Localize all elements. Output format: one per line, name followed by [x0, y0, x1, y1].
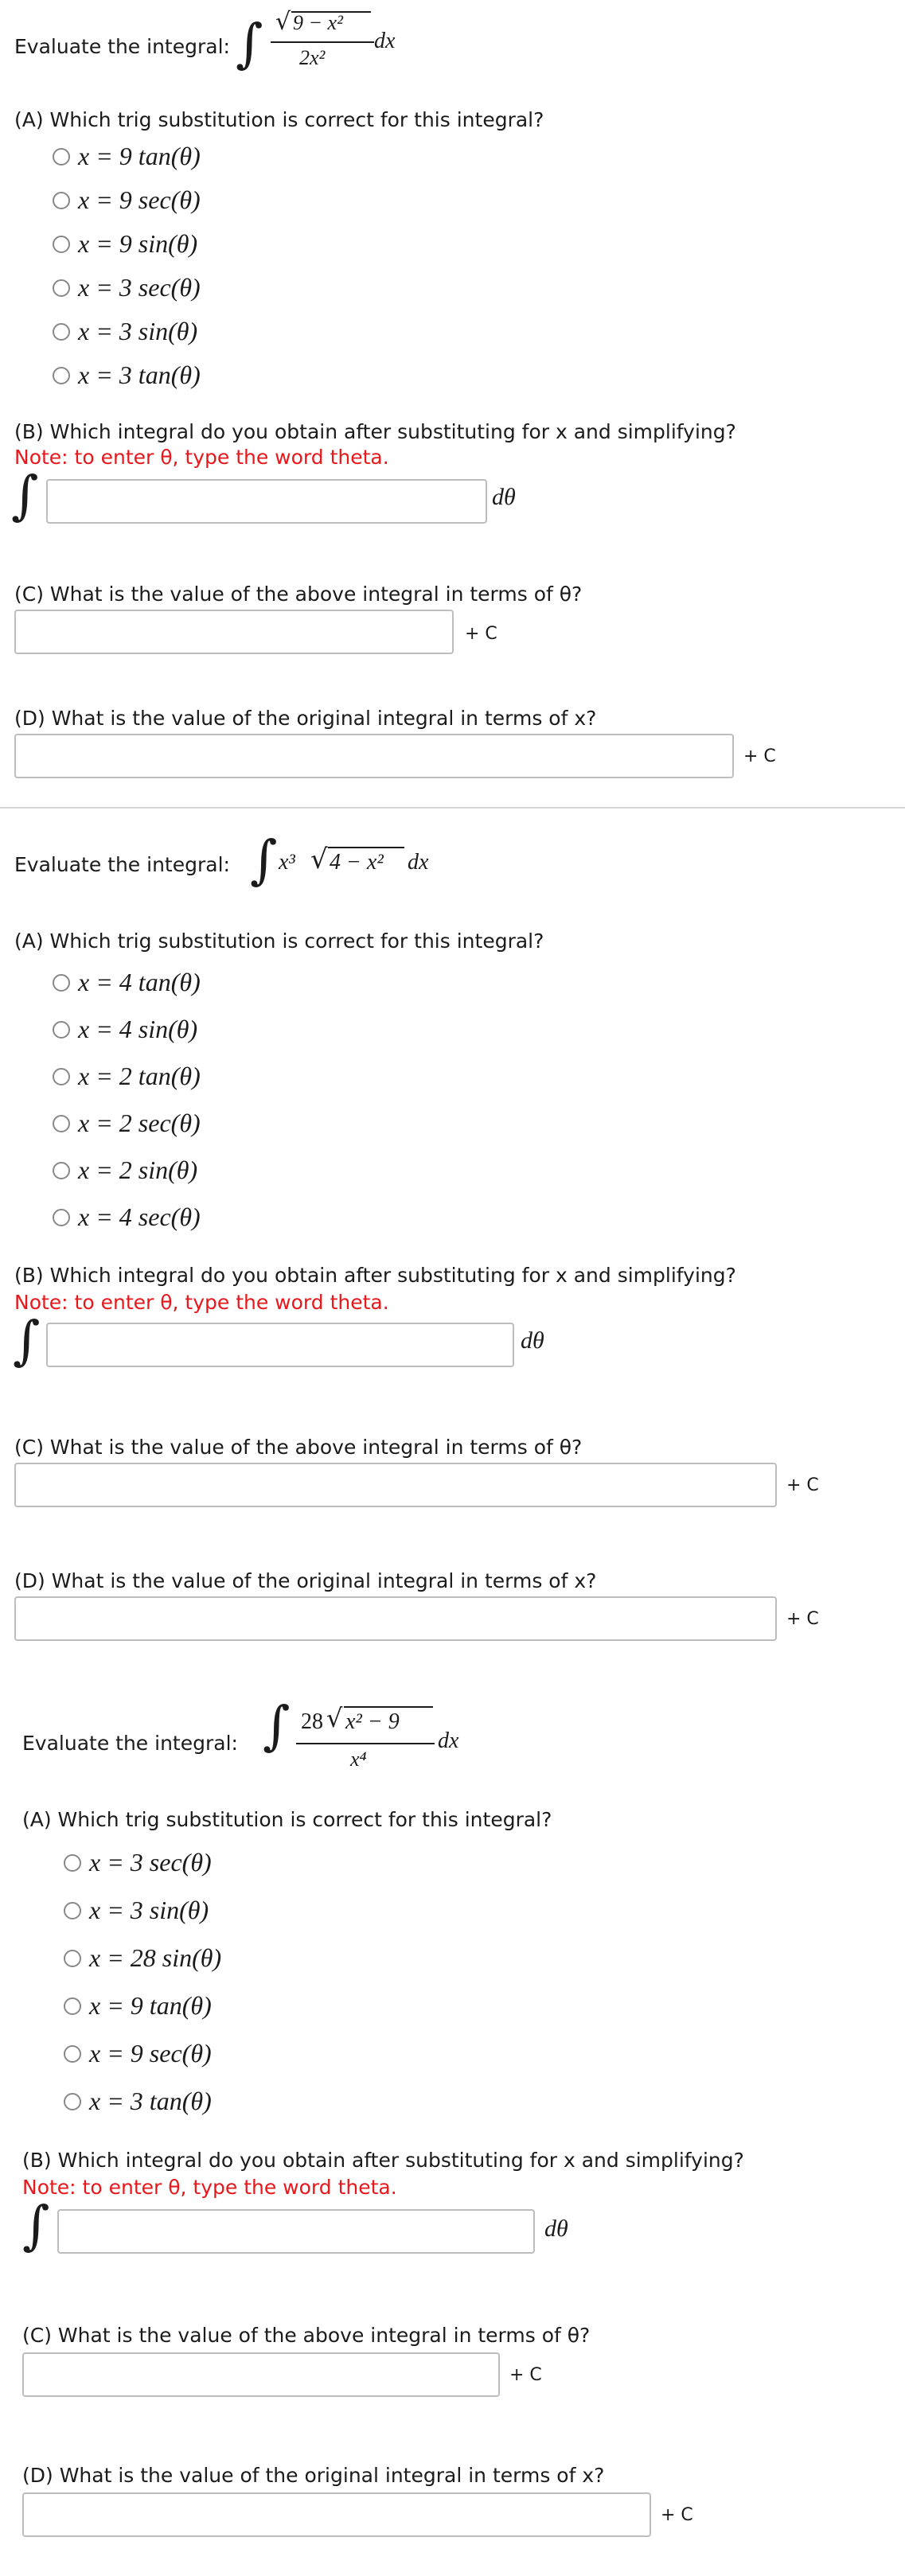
radio-button[interactable] — [53, 367, 70, 384]
answer-d-input[interactable] — [14, 1596, 777, 1641]
radio-button[interactable] — [64, 2045, 81, 2063]
option[interactable]: x = 3 sec(θ) — [53, 273, 201, 302]
radical-sign: √ — [275, 8, 291, 36]
divider — [0, 807, 905, 809]
answer-b-input[interactable] — [57, 2209, 535, 2254]
answer-c-input[interactable] — [22, 2352, 500, 2397]
answer-d-input[interactable] — [14, 734, 734, 778]
integrand-factor: x³ — [279, 850, 295, 875]
plus-c: + C — [786, 1475, 819, 1495]
question-b: (B) Which integral do you obtain after substituting for x and simplifying? — [14, 1264, 736, 1287]
option[interactable]: x = 3 tan(θ) — [53, 360, 201, 390]
option[interactable]: x = 2 sin(θ) — [53, 1155, 197, 1185]
radicand: x² − 9 — [345, 1709, 400, 1734]
plus-c: + C — [465, 624, 497, 644]
option[interactable]: x = 9 tan(θ) — [64, 1991, 212, 2021]
integral-sign: ∫ — [13, 1310, 41, 1371]
radio-button[interactable] — [64, 1854, 81, 1872]
option[interactable]: x = 4 sin(θ) — [53, 1015, 197, 1044]
question-c: (C) What is the value of the above integral in terms of θ? — [14, 1436, 583, 1459]
fraction-bar — [271, 41, 374, 43]
radio-button[interactable] — [53, 1162, 70, 1179]
evaluate-label: Evaluate the integral: — [14, 35, 230, 58]
dx: dx — [374, 29, 396, 53]
option[interactable]: x = 2 tan(θ) — [53, 1062, 201, 1091]
radical-overline — [344, 1706, 433, 1708]
question-a: (A) Which trig substitution is correct for this integral? — [14, 929, 544, 953]
evaluate-label: Evaluate the integral: — [14, 853, 230, 876]
radio-button[interactable] — [64, 1950, 81, 1967]
radio-button[interactable] — [64, 1997, 81, 2015]
dx: dx — [438, 1728, 459, 1753]
answer-b-input[interactable] — [46, 479, 487, 524]
radio-button[interactable] — [53, 1115, 70, 1132]
radical-overline — [328, 847, 404, 848]
option[interactable]: x = 28 sin(θ) — [64, 1943, 221, 1973]
radicand: 4 − x² — [330, 850, 384, 875]
integral-sign: ∫ — [250, 829, 278, 890]
question-d: (D) What is the value of the original integral in terms of x? — [22, 2464, 605, 2487]
note-theta: Note: to enter θ, type the word theta. — [14, 1291, 389, 1314]
question-c: (C) What is the value of the above integral in terms of θ? — [14, 583, 583, 606]
option[interactable]: x = 9 sin(θ) — [53, 229, 197, 259]
question-d: (D) What is the value of the original integral in terms of x? — [14, 707, 597, 730]
radio-button[interactable] — [64, 1902, 81, 1919]
radio-button[interactable] — [53, 279, 70, 297]
note-theta: Note: to enter θ, type the word theta. — [22, 2176, 397, 2199]
radio-button[interactable] — [53, 148, 70, 166]
option[interactable]: x = 4 tan(θ) — [53, 968, 201, 997]
question-a: (A) Which trig substitution is correct for this integral? — [22, 1808, 552, 1831]
option[interactable]: x = 9 tan(θ) — [53, 142, 201, 171]
radio-button[interactable] — [53, 236, 70, 253]
option[interactable]: x = 3 sin(θ) — [64, 1896, 209, 1925]
fraction-bar — [296, 1743, 435, 1744]
evaluate-label: Evaluate the integral: — [22, 1732, 238, 1755]
radical-sign: √ — [310, 844, 328, 875]
denominator: x⁴ — [350, 1748, 367, 1771]
integral-sign: ∫ — [236, 13, 263, 74]
coefficient: 28 — [301, 1709, 323, 1734]
radio-button[interactable] — [53, 974, 70, 992]
integral-sign: ∫ — [22, 2195, 50, 2256]
radio-button[interactable] — [64, 2093, 81, 2110]
radio-button[interactable] — [53, 323, 70, 341]
radio-button[interactable] — [53, 1021, 70, 1039]
dtheta-label: dθ — [492, 484, 516, 510]
option[interactable]: x = 9 sec(θ) — [53, 185, 201, 215]
option[interactable]: x = 3 sec(θ) — [64, 1848, 212, 1877]
answer-b-input[interactable] — [46, 1323, 514, 1367]
radio-button[interactable] — [53, 1068, 70, 1085]
note-theta: Note: to enter θ, type the word theta. — [14, 446, 389, 469]
integral-sign: ∫ — [263, 1695, 291, 1756]
question-b: (B) Which integral do you obtain after substituting for x and simplifying? — [22, 2149, 744, 2172]
plus-c: + C — [786, 1609, 819, 1629]
dtheta-label: dθ — [521, 1327, 544, 1354]
radio-button[interactable] — [53, 1209, 70, 1226]
option[interactable]: x = 3 tan(θ) — [64, 2087, 212, 2116]
question-b: (B) Which integral do you obtain after substituting for x and simplifying? — [14, 420, 736, 443]
question-d: (D) What is the value of the original integral in terms of x? — [14, 1569, 597, 1592]
integral-sign: ∫ — [11, 465, 39, 526]
question-c: (C) What is the value of the above integral in terms of θ? — [22, 2324, 591, 2347]
dtheta-label: dθ — [544, 2216, 568, 2242]
option[interactable]: x = 3 sin(θ) — [53, 317, 197, 346]
plus-c: + C — [661, 2505, 693, 2525]
denominator: 2x² — [299, 46, 326, 69]
answer-d-input[interactable] — [22, 2492, 651, 2537]
option[interactable]: x = 9 sec(θ) — [64, 2039, 212, 2068]
radio-button[interactable] — [53, 192, 70, 209]
answer-c-input[interactable] — [14, 610, 454, 654]
plus-c: + C — [509, 2365, 542, 2385]
numerator: 9 − x² — [293, 11, 343, 34]
answer-c-input[interactable] — [14, 1463, 777, 1507]
radical-sign: √ — [326, 1703, 343, 1733]
option[interactable]: x = 4 sec(θ) — [53, 1202, 201, 1232]
dx: dx — [408, 850, 429, 875]
plus-c: + C — [743, 746, 776, 766]
question-a: (A) Which trig substitution is correct for this integral? — [14, 108, 544, 131]
option[interactable]: x = 2 sec(θ) — [53, 1109, 201, 1138]
